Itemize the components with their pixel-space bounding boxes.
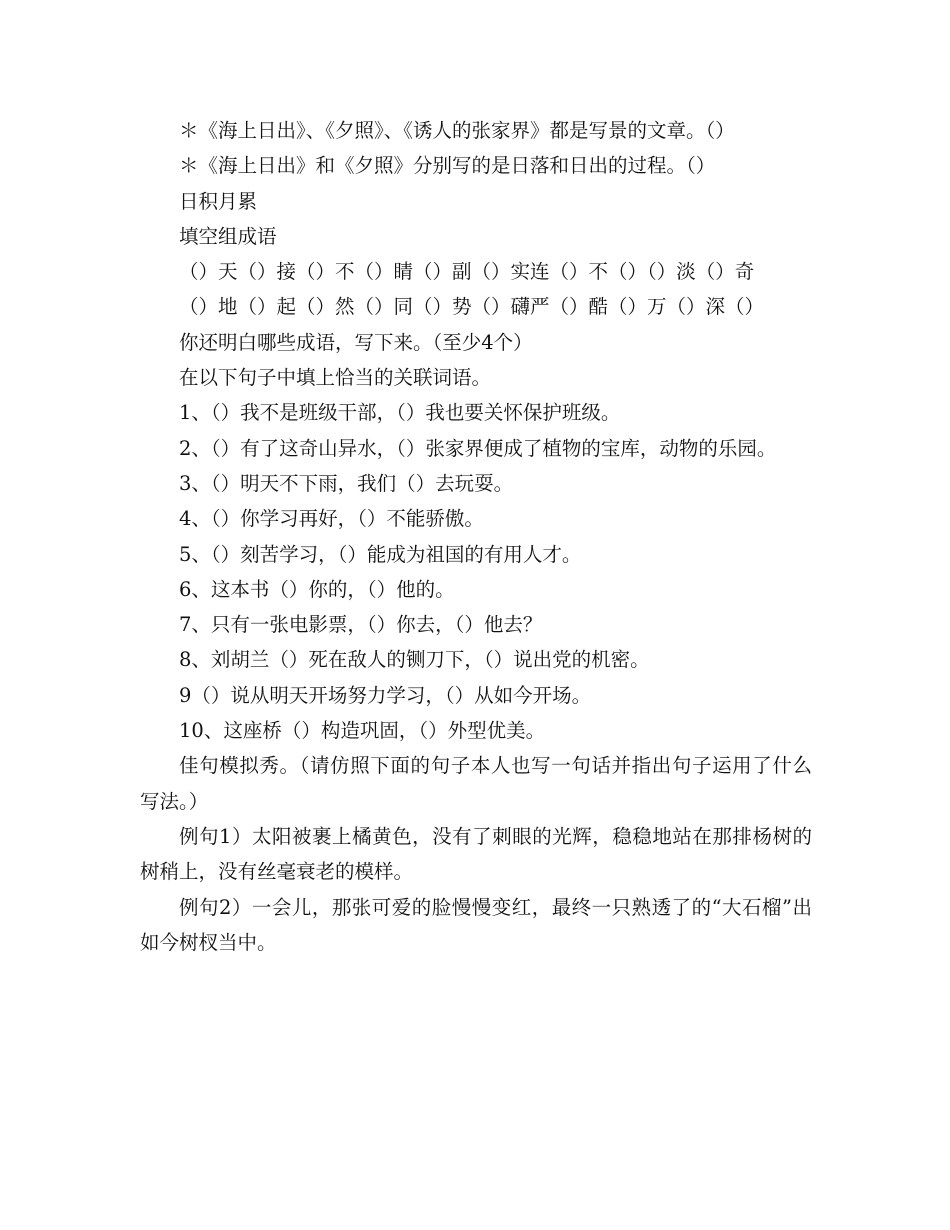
idiom-blanks-row-2: （）地（）起（）然（）同（）势（）礴严（）酷（）万（）深（）: [179, 295, 765, 319]
conjunction-question-5: 5、（）刻苦学习，（）能成为祖国的有用人才。: [179, 542, 582, 566]
conjunction-question-7: 7、只有一张电影票，（）你去，（）他去？: [179, 613, 543, 637]
document-body: [140, 113, 812, 960]
section-heading-conjunctions: 在以下句子中填上恰当的关联词语。: [179, 366, 492, 390]
conjunction-question-4: 4、（）你学习再好，（）不能骄傲。: [179, 507, 484, 531]
conjunction-question-8: 8、刘胡兰（）死在敌人的铡刀下，（）说出党的机密。: [179, 648, 650, 672]
conjunction-question-1: 1、（）我不是班级干部，（）我也要关怀保护班级。: [179, 401, 621, 425]
example-sentence-2: 例句2）一会儿，那张可爱的脸慢慢变红，最终一只熟透了的“大石榴”出如今树杈当中。: [140, 895, 812, 954]
section-heading-sentence-imitation: 佳句模拟秀。（请仿照下面的句子本人也写一句话并指出句子运用了什么写法。）: [140, 754, 812, 813]
section-heading-daily-accumulation: 日积月累: [179, 189, 258, 213]
conjunction-question-6: 6、这本书（）你的，（）他的。: [179, 577, 455, 601]
conjunction-question-2: 2、（）有了这奇山异水，（）张家界便成了植物的宝库，动物的乐园。: [179, 436, 777, 460]
section-heading-fill-idioms: 填空组成语: [179, 224, 277, 248]
conjunction-question-3: 3、（）明天不下雨，我们（）去玩耍。: [179, 471, 514, 495]
idiom-write-prompt: 你还明白哪些成语，写下来。（至少4个）: [179, 330, 533, 354]
conjunction-question-9: 9（）说从明天开场努力学习，（）从如今开场。: [179, 683, 592, 707]
conjunction-question-10: 10、这座桥（）构造巩固，（）外型优美。: [179, 719, 546, 743]
statement-2: ＊《海上日出》和《夕照》分别写的是日落和日出的过程。（）: [179, 154, 716, 178]
example-sentence-1: 例句1）太阳被裹上橘黄色，没有了刺眼的光辉，稳稳地站在那排杨树的树稍上，没有丝毫衰老的模样。: [140, 824, 812, 884]
idiom-blanks-row-1: （）天（）接（）不（）睛（）副（）实连（）不（）（）淡（）奇: [179, 260, 755, 284]
statement-1: ＊《海上日出》、《夕照》、《诱人的张家界》都是写景的文章。（）: [179, 119, 735, 142]
